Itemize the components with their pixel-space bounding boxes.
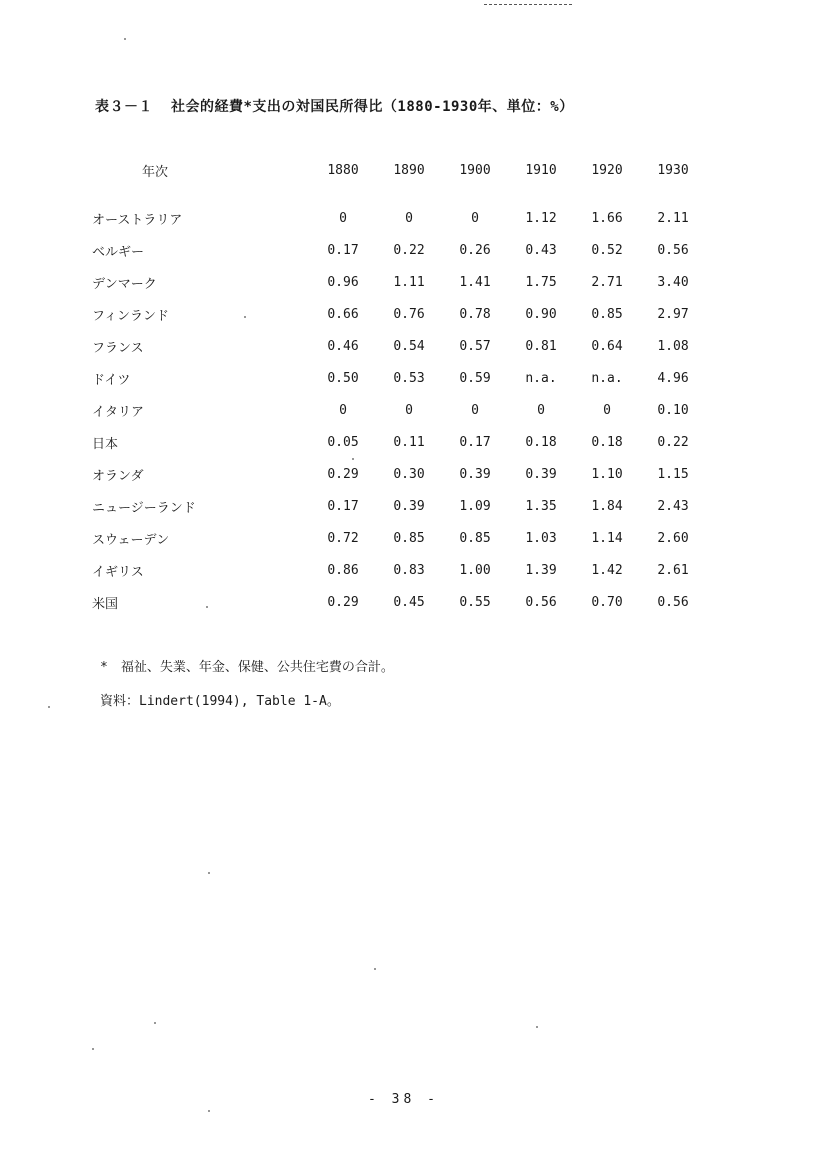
header-1890: 1890	[393, 162, 425, 178]
table-row	[92, 426, 706, 458]
value-cell-1910: 0.81	[525, 338, 557, 354]
value-cell-1910: n.a.	[525, 370, 557, 386]
scan-artifact-line	[484, 4, 572, 5]
country-name: 日本	[92, 436, 119, 452]
value-cell-1880: 0.29	[327, 594, 359, 610]
value-cell-1920: 0.70	[591, 594, 623, 610]
value-cell-1920: 2.71	[591, 274, 623, 290]
country-name: イギリス	[92, 564, 144, 580]
country-name: ドイツ	[92, 372, 131, 388]
header-1930: 1930	[657, 162, 689, 178]
value-cell-1910: 0.56	[525, 594, 557, 610]
value-cell-1880: 0.66	[327, 306, 359, 322]
value-cell-1930: 1.08	[657, 338, 689, 354]
value-cell-1880: 0.86	[327, 562, 359, 578]
value-cell-1890: 1.11	[393, 274, 425, 290]
header-year: 年次	[142, 164, 169, 180]
value-cell-1910: 0.18	[525, 434, 557, 450]
value-cell-1890: 0.85	[393, 530, 425, 546]
country-name: 米国	[92, 596, 119, 612]
value-cell-1900: 1.09	[459, 498, 491, 514]
value-cell-1920: 1.84	[591, 498, 623, 514]
value-cell-1920: 0.64	[591, 338, 623, 354]
value-cell-1900: 0	[471, 402, 479, 418]
value-cell-1890: 0.11	[393, 434, 425, 450]
scan-speck	[244, 316, 246, 318]
table-row	[92, 202, 706, 234]
value-cell-1900: 0.17	[459, 434, 491, 450]
table-row	[92, 362, 706, 394]
scan-speck	[154, 1022, 156, 1024]
value-cell-1890: 0.39	[393, 498, 425, 514]
value-cell-1890: 0	[405, 210, 413, 226]
value-cell-1880: 0	[339, 210, 347, 226]
value-cell-1910: 1.03	[525, 530, 557, 546]
scan-speck	[374, 968, 376, 970]
value-cell-1930: 0.10	[657, 402, 689, 418]
value-cell-1930: 1.15	[657, 466, 689, 482]
value-cell-1910: 1.12	[525, 210, 557, 226]
value-cell-1930: 2.60	[657, 530, 689, 546]
value-cell-1910: 1.39	[525, 562, 557, 578]
header-1920: 1920	[591, 162, 623, 178]
value-cell-1900: 0.59	[459, 370, 491, 386]
value-cell-1900: 0.85	[459, 530, 491, 546]
country-name: オーストラリア	[92, 212, 183, 228]
value-cell-1920: 1.66	[591, 210, 623, 226]
value-cell-1930: 2.11	[657, 210, 689, 226]
value-cell-1890: 0.76	[393, 306, 425, 322]
value-cell-1890: 0.45	[393, 594, 425, 610]
country-name: デンマーク	[92, 276, 157, 292]
value-cell-1900: 0.55	[459, 594, 491, 610]
value-cell-1890: 0.22	[393, 242, 425, 258]
scan-speck	[92, 1048, 94, 1050]
value-cell-1880: 0.46	[327, 338, 359, 354]
header-1900: 1900	[459, 162, 491, 178]
table-row	[92, 330, 706, 362]
value-cell-1900: 1.00	[459, 562, 491, 578]
value-cell-1900: 0.78	[459, 306, 491, 322]
scan-speck	[208, 872, 210, 874]
table-row	[92, 234, 706, 266]
value-cell-1890: 0.53	[393, 370, 425, 386]
header-1880: 1880	[327, 162, 359, 178]
value-cell-1930: 2.43	[657, 498, 689, 514]
country-name: ベルギー	[92, 244, 145, 260]
value-cell-1920: 0	[603, 402, 611, 418]
value-cell-1920: 0.85	[591, 306, 623, 322]
table-row	[92, 266, 706, 298]
value-cell-1930: 0.56	[657, 594, 689, 610]
scan-speck	[48, 706, 50, 708]
value-cell-1930: 3.40	[657, 274, 689, 290]
value-cell-1880: 0.17	[327, 498, 359, 514]
value-cell-1900: 0.26	[459, 242, 491, 258]
value-cell-1900: 1.41	[459, 274, 491, 290]
footnote-source: 資料：Lindert(1994), Table 1-A。	[100, 694, 340, 709]
value-cell-1920: n.a.	[591, 370, 623, 386]
value-cell-1930: 2.97	[657, 306, 689, 322]
value-cell-1880: 0.72	[327, 530, 359, 546]
value-cell-1900: 0.39	[459, 466, 491, 482]
scan-speck	[536, 1026, 538, 1028]
table-row	[92, 554, 706, 586]
value-cell-1890: 0.54	[393, 338, 425, 354]
footnote-definition: * 福祉、失業、年金、保健、公共住宅費の合計。	[100, 660, 394, 675]
value-cell-1920: 1.14	[591, 530, 623, 546]
value-cell-1920: 1.10	[591, 466, 623, 482]
value-cell-1930: 4.96	[657, 370, 689, 386]
page-number: - 38 -	[368, 1092, 439, 1107]
table-header-row	[92, 152, 706, 188]
value-cell-1900: 0.57	[459, 338, 491, 354]
value-cell-1880: 0	[339, 402, 347, 418]
value-cell-1920: 1.42	[591, 562, 623, 578]
value-cell-1890: 0.30	[393, 466, 425, 482]
value-cell-1880: 0.50	[327, 370, 359, 386]
table-row	[92, 458, 706, 490]
scan-speck	[124, 38, 126, 40]
scan-speck	[206, 606, 208, 608]
table-row	[92, 490, 706, 522]
header-1910: 1910	[525, 162, 557, 178]
table-row	[92, 298, 706, 330]
value-cell-1920: 0.52	[591, 242, 623, 258]
table-title	[95, 96, 574, 116]
table-caption: 社会的経費*支出の対国民所得比（1880-1930年、単位：%）	[171, 99, 574, 115]
value-cell-1910: 0.39	[525, 466, 557, 482]
value-cell-1880: 0.05	[327, 434, 359, 450]
value-cell-1880: 0.17	[327, 242, 359, 258]
value-cell-1910: 0.43	[525, 242, 557, 258]
value-cell-1930: 0.22	[657, 434, 689, 450]
country-name: オランダ	[92, 468, 144, 484]
scan-speck	[352, 458, 354, 460]
value-cell-1910: 1.75	[525, 274, 557, 290]
scan-speck	[208, 1110, 210, 1112]
value-cell-1930: 2.61	[657, 562, 689, 578]
country-name: イタリア	[92, 404, 145, 420]
value-cell-1900: 0	[471, 210, 479, 226]
table-row	[92, 586, 706, 618]
value-cell-1910: 1.35	[525, 498, 557, 514]
value-cell-1890: 0	[405, 402, 413, 418]
table-body	[92, 188, 706, 618]
country-name: ニュージーランド	[92, 500, 196, 516]
value-cell-1910: 0.90	[525, 306, 557, 322]
country-name: フランス	[92, 340, 144, 356]
value-cell-1930: 0.56	[657, 242, 689, 258]
value-cell-1920: 0.18	[591, 434, 623, 450]
value-cell-1880: 0.29	[327, 466, 359, 482]
value-cell-1910: 0	[537, 402, 545, 418]
table-row	[92, 394, 706, 426]
country-name: フィンランド	[92, 308, 169, 324]
table-spacer	[92, 188, 706, 202]
country-name: スウェーデン	[92, 532, 170, 548]
social-expenditure-table	[92, 152, 706, 618]
table-number: 表３－１	[95, 99, 153, 115]
table-row	[92, 522, 706, 554]
value-cell-1880: 0.96	[327, 274, 359, 290]
value-cell-1890: 0.83	[393, 562, 425, 578]
